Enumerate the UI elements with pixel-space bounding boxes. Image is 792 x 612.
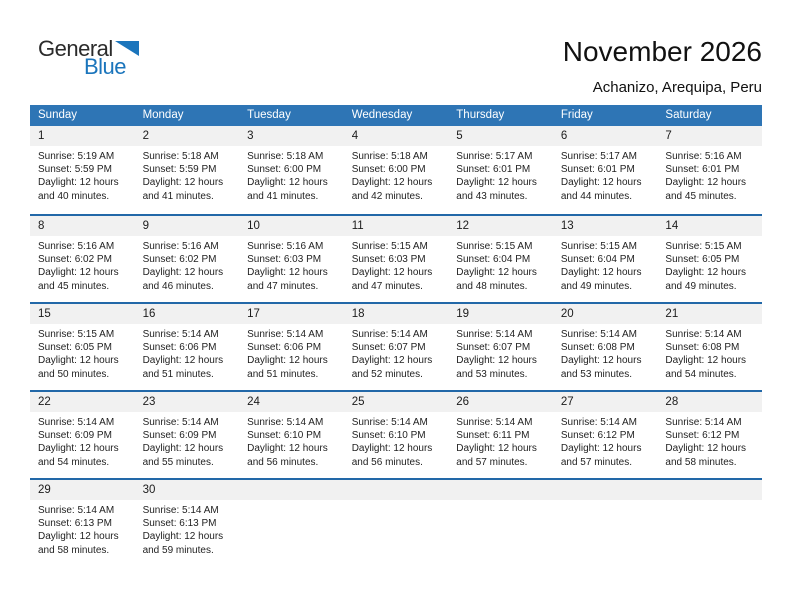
day-detail-line: and 57 minutes. xyxy=(560,456,633,468)
weekday-header-saturday: Saturday xyxy=(665,109,712,121)
day-detail-line: Sunset: 6:00 PM xyxy=(247,164,322,176)
day-detail-line: Daylight: 12 hours xyxy=(351,177,433,189)
day-detail-line: and 48 minutes. xyxy=(456,280,528,292)
day-detail-line: Sunrise: 5:14 AM xyxy=(456,329,533,340)
day-number: 16 xyxy=(135,304,240,324)
day-cell-19 xyxy=(448,304,553,390)
day-detail-line: Sunset: 6:11 PM xyxy=(456,430,530,442)
day-detail-line: Sunset: 5:59 PM xyxy=(142,164,217,176)
day-detail-line: Sunset: 6:00 PM xyxy=(351,164,426,176)
day-details xyxy=(30,324,135,381)
day-number: 6 xyxy=(553,126,658,146)
day-detail-line: Sunrise: 5:16 AM xyxy=(665,151,742,162)
day-detail-line: Sunset: 6:02 PM xyxy=(142,254,217,266)
day-number: 24 xyxy=(239,392,344,412)
weekday-header-tuesday: Tuesday xyxy=(247,109,291,121)
weekday-header-thursday: Thursday xyxy=(456,109,505,121)
day-number: 11 xyxy=(344,216,449,236)
day-detail-line: Sunrise: 5:14 AM xyxy=(142,505,219,516)
day-number: 9 xyxy=(135,216,240,236)
page-title: November 2026 xyxy=(562,36,762,67)
day-detail-line: and 44 minutes. xyxy=(560,190,633,202)
day-details xyxy=(135,500,240,557)
day-detail-line: and 55 minutes. xyxy=(142,456,214,468)
day-number: 23 xyxy=(135,392,240,412)
day-detail-line: Sunset: 6:06 PM xyxy=(142,342,217,354)
day-detail-line: Sunrise: 5:14 AM xyxy=(456,417,533,428)
day-cell-15 xyxy=(30,304,135,390)
day-detail-line: Sunrise: 5:16 AM xyxy=(38,241,115,252)
week-row xyxy=(30,126,762,214)
day-details xyxy=(30,412,135,469)
weekday-header-sunday: Sunday xyxy=(38,109,78,121)
day-cell-2 xyxy=(135,126,240,214)
day-detail-line: Daylight: 12 hours xyxy=(456,267,537,279)
logo-word-general: General xyxy=(38,36,113,61)
day-detail-line: Daylight: 12 hours xyxy=(560,267,642,279)
day-number: 3 xyxy=(239,126,344,146)
day-detail-line: and 52 minutes. xyxy=(351,368,423,380)
day-cell-empty xyxy=(553,480,658,566)
day-detail-line: Sunrise: 5:14 AM xyxy=(142,329,219,340)
day-detail-line: and 53 minutes. xyxy=(560,368,633,380)
day-detail-line: Sunset: 6:12 PM xyxy=(665,430,740,442)
day-cell-9 xyxy=(135,216,240,302)
day-details xyxy=(657,324,762,381)
weekday-header-monday: Monday xyxy=(142,109,184,121)
day-detail-line: Sunset: 6:12 PM xyxy=(560,430,635,442)
day-detail-line: and 53 minutes. xyxy=(456,368,528,380)
day-detail-line: and 47 minutes. xyxy=(351,280,423,292)
day-cell-28 xyxy=(657,392,762,478)
day-detail-line: Sunset: 6:03 PM xyxy=(351,254,426,266)
day-detail-line: Daylight: 12 hours xyxy=(560,355,642,367)
day-number xyxy=(657,480,762,500)
day-detail-line: Daylight: 12 hours xyxy=(560,443,642,455)
day-number: 13 xyxy=(553,216,658,236)
weekday-header-row xyxy=(30,105,762,126)
day-number: 30 xyxy=(135,480,240,500)
day-detail-line: and 40 minutes. xyxy=(38,190,110,202)
day-detail-line: Sunset: 6:07 PM xyxy=(351,342,426,354)
day-detail-line: Daylight: 12 hours xyxy=(665,267,747,279)
day-detail-line: and 51 minutes. xyxy=(247,368,319,380)
day-number: 20 xyxy=(553,304,658,324)
day-number: 10 xyxy=(239,216,344,236)
day-cell-14 xyxy=(657,216,762,302)
day-detail-line: Daylight: 12 hours xyxy=(142,443,224,455)
day-cell-empty xyxy=(239,480,344,566)
day-detail-line: Sunset: 6:10 PM xyxy=(351,430,426,442)
day-detail-line: Sunrise: 5:17 AM xyxy=(456,151,533,162)
weekday-header-friday: Friday xyxy=(560,109,593,121)
day-details xyxy=(344,236,449,293)
day-details xyxy=(553,146,658,203)
day-detail-line: Daylight: 12 hours xyxy=(247,267,328,279)
day-detail-line: Sunrise: 5:16 AM xyxy=(247,241,324,252)
day-number: 15 xyxy=(30,304,135,324)
day-cell-empty xyxy=(657,480,762,566)
day-detail-line: and 42 minutes. xyxy=(351,190,423,202)
day-detail-line: Sunrise: 5:15 AM xyxy=(665,241,742,252)
day-detail-line: and 49 minutes. xyxy=(560,280,633,292)
day-cell-25 xyxy=(344,392,449,478)
day-details xyxy=(657,146,762,203)
logo-word-blue: Blue xyxy=(84,54,127,79)
day-details xyxy=(344,146,449,203)
day-cell-18 xyxy=(344,304,449,390)
day-details xyxy=(239,146,344,203)
day-details xyxy=(448,146,553,203)
day-details xyxy=(344,412,449,469)
day-detail-line: Sunrise: 5:18 AM xyxy=(142,151,219,162)
day-details xyxy=(553,412,658,469)
day-cell-10 xyxy=(239,216,344,302)
day-detail-line: Sunrise: 5:14 AM xyxy=(560,329,637,340)
day-details xyxy=(135,236,240,293)
day-detail-line: Daylight: 12 hours xyxy=(560,177,642,189)
day-detail-line: Sunset: 6:04 PM xyxy=(560,254,635,266)
day-cell-3 xyxy=(239,126,344,214)
day-number: 17 xyxy=(239,304,344,324)
day-number: 2 xyxy=(135,126,240,146)
day-number: 12 xyxy=(448,216,553,236)
week-row xyxy=(30,390,762,478)
day-cell-7 xyxy=(657,126,762,214)
day-detail-line: and 54 minutes. xyxy=(38,456,110,468)
day-detail-line: and 47 minutes. xyxy=(247,280,319,292)
day-detail-line: Sunrise: 5:14 AM xyxy=(351,329,428,340)
day-cell-27 xyxy=(553,392,658,478)
day-detail-line: Daylight: 12 hours xyxy=(351,443,433,455)
day-detail-line: Daylight: 12 hours xyxy=(351,267,433,279)
day-details xyxy=(239,324,344,381)
day-detail-line: Sunset: 6:05 PM xyxy=(665,254,740,266)
day-detail-line: and 59 minutes. xyxy=(142,544,214,556)
day-cell-12 xyxy=(448,216,553,302)
day-details xyxy=(657,236,762,293)
day-detail-line: Sunrise: 5:14 AM xyxy=(38,417,115,428)
day-number: 25 xyxy=(344,392,449,412)
day-detail-line: Sunrise: 5:15 AM xyxy=(351,241,428,252)
day-detail-line: Daylight: 12 hours xyxy=(142,177,224,189)
day-detail-line: and 58 minutes. xyxy=(665,456,737,468)
day-detail-line: Daylight: 12 hours xyxy=(38,355,119,367)
day-detail-line: Sunrise: 5:16 AM xyxy=(142,241,219,252)
day-detail-line: Sunrise: 5:15 AM xyxy=(560,241,637,252)
day-number: 21 xyxy=(657,304,762,324)
day-detail-line: Sunset: 6:09 PM xyxy=(38,430,112,442)
day-number: 8 xyxy=(30,216,135,236)
day-detail-line: Sunrise: 5:19 AM xyxy=(38,151,115,162)
day-cell-17 xyxy=(239,304,344,390)
day-detail-line: Sunrise: 5:14 AM xyxy=(142,417,219,428)
day-details xyxy=(448,324,553,381)
day-detail-line: Sunrise: 5:14 AM xyxy=(560,417,637,428)
week-row xyxy=(30,478,762,566)
day-details xyxy=(135,146,240,203)
day-detail-line: Sunset: 6:02 PM xyxy=(38,254,112,266)
day-number: 18 xyxy=(344,304,449,324)
day-details xyxy=(30,236,135,293)
day-detail-line: Sunrise: 5:15 AM xyxy=(456,241,533,252)
day-detail-line: Daylight: 12 hours xyxy=(247,355,328,367)
day-number: 14 xyxy=(657,216,762,236)
day-detail-line: and 41 minutes. xyxy=(142,190,214,202)
week-row xyxy=(30,302,762,390)
day-details xyxy=(553,236,658,293)
day-detail-line: Daylight: 12 hours xyxy=(456,443,537,455)
day-detail-line: Sunset: 6:09 PM xyxy=(142,430,217,442)
day-detail-line: Daylight: 12 hours xyxy=(456,177,537,189)
day-detail-line: Daylight: 12 hours xyxy=(142,355,224,367)
day-cell-24 xyxy=(239,392,344,478)
day-detail-line: and 41 minutes. xyxy=(247,190,319,202)
day-detail-line: Daylight: 12 hours xyxy=(38,267,119,279)
general-blue-logo xyxy=(38,38,139,78)
day-detail-line: Sunrise: 5:14 AM xyxy=(38,505,115,516)
day-detail-line: Sunset: 5:59 PM xyxy=(38,164,112,176)
day-detail-line: Sunrise: 5:18 AM xyxy=(351,151,428,162)
day-detail-line: Sunrise: 5:14 AM xyxy=(665,329,742,340)
day-cell-26 xyxy=(448,392,553,478)
day-cell-1 xyxy=(30,126,135,214)
day-cell-30 xyxy=(135,480,240,566)
day-detail-line: Daylight: 12 hours xyxy=(247,443,328,455)
day-cell-21 xyxy=(657,304,762,390)
day-detail-line: and 49 minutes. xyxy=(665,280,737,292)
day-cell-4 xyxy=(344,126,449,214)
day-detail-line: and 56 minutes. xyxy=(351,456,423,468)
day-number: 4 xyxy=(344,126,449,146)
day-detail-line: Sunset: 6:07 PM xyxy=(456,342,531,354)
day-cell-29 xyxy=(30,480,135,566)
day-detail-line: Sunrise: 5:14 AM xyxy=(665,417,742,428)
day-cell-5 xyxy=(448,126,553,214)
day-detail-line: Daylight: 12 hours xyxy=(142,267,224,279)
day-detail-line: Daylight: 12 hours xyxy=(247,177,328,189)
day-cell-23 xyxy=(135,392,240,478)
day-detail-line: and 57 minutes. xyxy=(456,456,528,468)
day-number: 29 xyxy=(30,480,135,500)
day-number xyxy=(344,480,449,500)
day-detail-line: Daylight: 12 hours xyxy=(665,355,747,367)
day-number: 7 xyxy=(657,126,762,146)
title-block xyxy=(563,36,762,96)
day-detail-line: Daylight: 12 hours xyxy=(38,177,119,189)
day-details xyxy=(135,412,240,469)
page-subtitle: Achanizo, Arequipa, Peru xyxy=(592,79,762,96)
day-number xyxy=(239,480,344,500)
day-detail-line: Sunrise: 5:18 AM xyxy=(247,151,324,162)
day-detail-line: Sunset: 6:03 PM xyxy=(247,254,322,266)
day-detail-line: and 54 minutes. xyxy=(665,368,737,380)
day-number: 1 xyxy=(30,126,135,146)
day-detail-line: and 43 minutes. xyxy=(456,190,528,202)
day-detail-line: Sunset: 6:08 PM xyxy=(665,342,740,354)
day-detail-line: Sunset: 6:08 PM xyxy=(560,342,635,354)
day-detail-line: Daylight: 12 hours xyxy=(351,355,433,367)
day-cell-11 xyxy=(344,216,449,302)
day-details xyxy=(239,236,344,293)
day-details xyxy=(657,412,762,469)
day-details xyxy=(344,324,449,381)
day-detail-line: Sunset: 6:10 PM xyxy=(247,430,322,442)
day-detail-line: Sunrise: 5:15 AM xyxy=(38,329,115,340)
day-cell-6 xyxy=(553,126,658,214)
day-cell-22 xyxy=(30,392,135,478)
day-detail-line: Sunrise: 5:14 AM xyxy=(247,329,324,340)
day-detail-line: Sunrise: 5:14 AM xyxy=(351,417,428,428)
day-detail-line: and 58 minutes. xyxy=(38,544,110,556)
day-detail-line: Sunset: 6:04 PM xyxy=(456,254,531,266)
day-number: 26 xyxy=(448,392,553,412)
day-detail-line: and 46 minutes. xyxy=(142,280,214,292)
day-details xyxy=(553,324,658,381)
calendar-grid xyxy=(30,105,762,566)
day-detail-line: and 56 minutes. xyxy=(247,456,319,468)
day-details xyxy=(30,500,135,557)
day-number: 19 xyxy=(448,304,553,324)
day-details xyxy=(239,412,344,469)
day-detail-line: Daylight: 12 hours xyxy=(38,443,119,455)
day-number: 28 xyxy=(657,392,762,412)
day-detail-line: Daylight: 12 hours xyxy=(38,531,119,543)
day-cell-20 xyxy=(553,304,658,390)
day-cell-empty xyxy=(344,480,449,566)
day-detail-line: Daylight: 12 hours xyxy=(142,531,224,543)
day-detail-line: and 51 minutes. xyxy=(142,368,214,380)
weekday-header-wednesday: Wednesday xyxy=(351,109,413,121)
day-cell-13 xyxy=(553,216,658,302)
day-detail-line: Sunset: 6:01 PM xyxy=(456,164,531,176)
day-detail-line: Sunset: 6:13 PM xyxy=(38,518,112,530)
day-detail-line: Sunset: 6:13 PM xyxy=(142,518,217,530)
day-number xyxy=(448,480,553,500)
day-details xyxy=(135,324,240,381)
day-number xyxy=(553,480,658,500)
day-detail-line: and 50 minutes. xyxy=(38,368,110,380)
day-detail-line: and 45 minutes. xyxy=(38,280,110,292)
day-details xyxy=(448,412,553,469)
day-cell-16 xyxy=(135,304,240,390)
day-detail-line: Daylight: 12 hours xyxy=(665,443,747,455)
day-detail-line: Sunset: 6:06 PM xyxy=(247,342,322,354)
day-details xyxy=(448,236,553,293)
day-detail-line: and 45 minutes. xyxy=(665,190,737,202)
week-row xyxy=(30,214,762,302)
day-detail-line: Sunrise: 5:14 AM xyxy=(247,417,324,428)
day-number: 27 xyxy=(553,392,658,412)
day-number: 22 xyxy=(30,392,135,412)
day-number: 5 xyxy=(448,126,553,146)
day-cell-8 xyxy=(30,216,135,302)
day-details xyxy=(30,146,135,203)
day-detail-line: Sunset: 6:01 PM xyxy=(665,164,740,176)
day-cell-empty xyxy=(448,480,553,566)
day-detail-line: Sunset: 6:05 PM xyxy=(38,342,112,354)
day-detail-line: Sunset: 6:01 PM xyxy=(560,164,635,176)
day-detail-line: Sunrise: 5:17 AM xyxy=(560,151,637,162)
day-detail-line: Daylight: 12 hours xyxy=(456,355,537,367)
day-detail-line: Daylight: 12 hours xyxy=(665,177,747,189)
